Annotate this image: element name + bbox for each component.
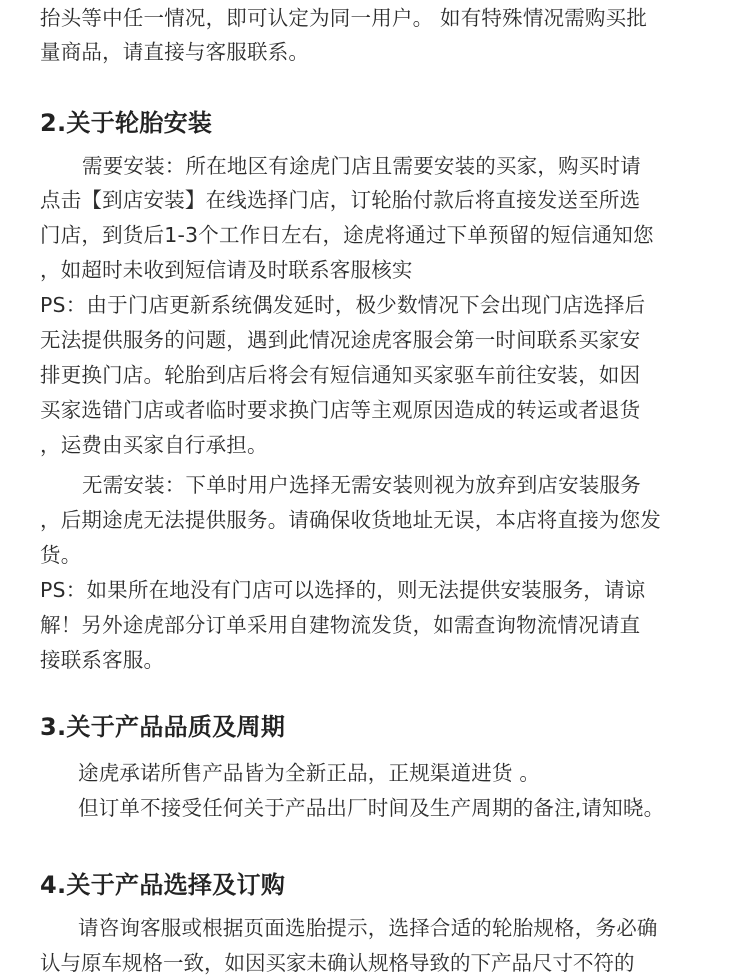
quality-line-2: 但订单不接受任何关于产品出厂时间及生产周期的备注,请知晓。 [78, 796, 665, 820]
install-not-required-line-3: 货。 [40, 543, 82, 567]
quality-line-1: 途虎承诺所售产品皆为全新正品，正规渠道进货 。 [78, 761, 541, 785]
ps-2-line-1: PS：如果所在地没有门店可以选择的，则无法提供安装服务，请谅 [40, 578, 646, 602]
install-required-line-3: 门店，到货后1-3个工作日左右，途虎将通过下单预留的短信通知您 [40, 223, 654, 247]
install-not-required-line-1: 无需安装：下单时用户选择无需安装则视为放弃到店安装服务 [82, 473, 641, 497]
ps-1-line-1: PS：由于门店更新系统偶发延时，极少数情况下会出现门店选择后 [40, 293, 646, 317]
ps-1-line-2: 无法提供服务的问题，遇到此情况途虎客服会第一时间联系买家安 [40, 328, 641, 352]
section-2-title: 2.关于轮胎安装 [40, 109, 213, 137]
ps-1-line-5: ，运费由买家自行承担。 [40, 433, 268, 457]
section-4-title: 4.关于产品选择及订购 [40, 871, 286, 899]
selection-line-1: 请咨询客服或根据页面选胎提示，选择合适的轮胎规格，务必确 [78, 916, 658, 940]
section-3-title: 3.关于产品品质及周期 [40, 713, 286, 741]
ps-1-line-4: 买家选错门店或者临时要求换门店等主观原因造成的转运或者退货 [40, 398, 641, 422]
intro-line-1: 抬头等中任一情况，即可认定为同一用户。 如有特殊情况需购买批 [40, 6, 648, 30]
selection-line-2-cropped: 认与原车规格一致，如因买家未确认规格导致的下产品尺寸不符的 [40, 951, 635, 975]
ps-2-line-2: 解！另外途虎部分订单采用自建物流发货，如需查询物流情况请直 [40, 613, 641, 637]
ps-2-line-3: 接联系客服。 [40, 648, 165, 672]
ps-1-line-3: 排更换门店。轮胎到店后将会有短信通知买家驱车前往安装，如因 [40, 363, 641, 387]
intro-line-2: 量商品，请直接与客服联系。 [40, 40, 310, 64]
install-required-line-4: ，如超时未收到短信请及时联系客服核实 [40, 258, 413, 282]
install-required-line-1: 需要安装：所在地区有途虎门店且需要安装的买家，购买时请 [82, 154, 641, 178]
install-required-line-2: 点击【到店安装】在线选择门店，订轮胎付款后将直接发送至所选 [40, 188, 641, 212]
install-not-required-line-2: ，后期途虎无法提供服务。请确保收货地址无误，本店将直接为您发 [40, 508, 661, 532]
